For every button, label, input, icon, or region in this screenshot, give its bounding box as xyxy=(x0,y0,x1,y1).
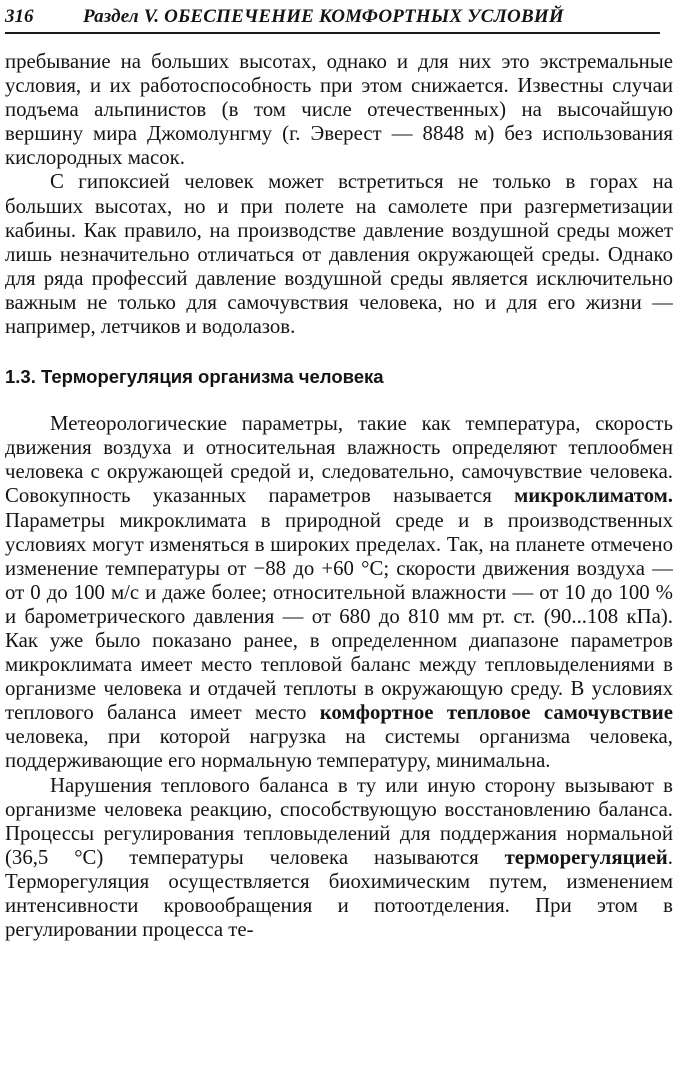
running-title: Раздел V. ОБЕСПЕЧЕНИЕ КОМФОРТНЫХ УСЛОВИЙ xyxy=(83,6,564,27)
term-microclimate: микроклиматом. xyxy=(514,484,673,508)
page-number: 316 xyxy=(5,6,34,27)
paragraph-thermoregulation xyxy=(5,774,673,943)
text-run: человека, при которой нагрузка на системы организма человека, поддерживающие его нормальную температуру, минимальна. xyxy=(5,725,673,773)
body-text xyxy=(5,50,673,942)
page-header xyxy=(5,4,660,34)
section-heading: 1.3. Терморегуляция организма человека xyxy=(5,366,384,388)
paragraph-hypoxia: С гипоксией человек может встретиться не только в горах на больших высотах, но и при полете на самолете при разгерметизации кабины. Как правило, на производстве давление воздушной среды может лишь незначительно отличаться от давления окружающей среды. Однако для ряда профессий давление воздушной среды является исключительно важным не только для самочувствия человека, но и для его жизни — например, летчиков и водолазов. xyxy=(5,170,673,339)
term-thermoregulation: терморегуляцией xyxy=(504,845,668,869)
text-run: . Терморегуляция осуществляется биохимическим путем, изменением интенсивности кровообращения и потоотделения. При этом в регулировании процесса те- xyxy=(5,845,673,942)
text-run: Нарушения теплового баланса в ту или иную сторону вызывают в организме человека реакцию, способствующую восстановлению баланса. Процессы регулирования тепловыделений для поддержания нормальной (36,5 °С) температуры человека называются xyxy=(5,773,673,869)
paragraph-microclimate xyxy=(5,412,673,773)
text-run: Метеорологические параметры, такие как температура, скорость движения воздуха и относительная влажность определяют теплообмен человека с окружающей средой и, следовательно, самочувствие человека. Совокупность указанных параметров называется xyxy=(5,412,673,508)
paragraph-continued: пребывание на больших высотах, однако и для них это экстремальные условия, и их работоспособность при этом снижается. Известны случаи подъема альпинистов (в том числе отечественных) на высочайшую вершину мира Джомолунгму (г. Эверест — 8848 м) без использования кислородных масок. xyxy=(5,50,673,170)
term-comfort: комфортное тепловое самочувствие xyxy=(319,701,673,725)
text-run: Параметры микроклимата в природной среде и в производственных условиях могут изменяться в широких пределах. Так, на планете отмечено изменение температуры от −88 до +60 °С; скорости движения воздуха — от 0 до 100 м/с и даже более; относительной влажности — от 10 до 100 % и барометрического давления — от 680 до 810 мм рт. ст. (90...108 кПа). Как уже было показано ранее, в определенном диапазоне параметров микроклимата имеет место тепловой баланс между тепловыделениями в организме человека и отдачей теплоты в окружающую среду. В условиях теплового баланса имеет место xyxy=(5,508,673,725)
